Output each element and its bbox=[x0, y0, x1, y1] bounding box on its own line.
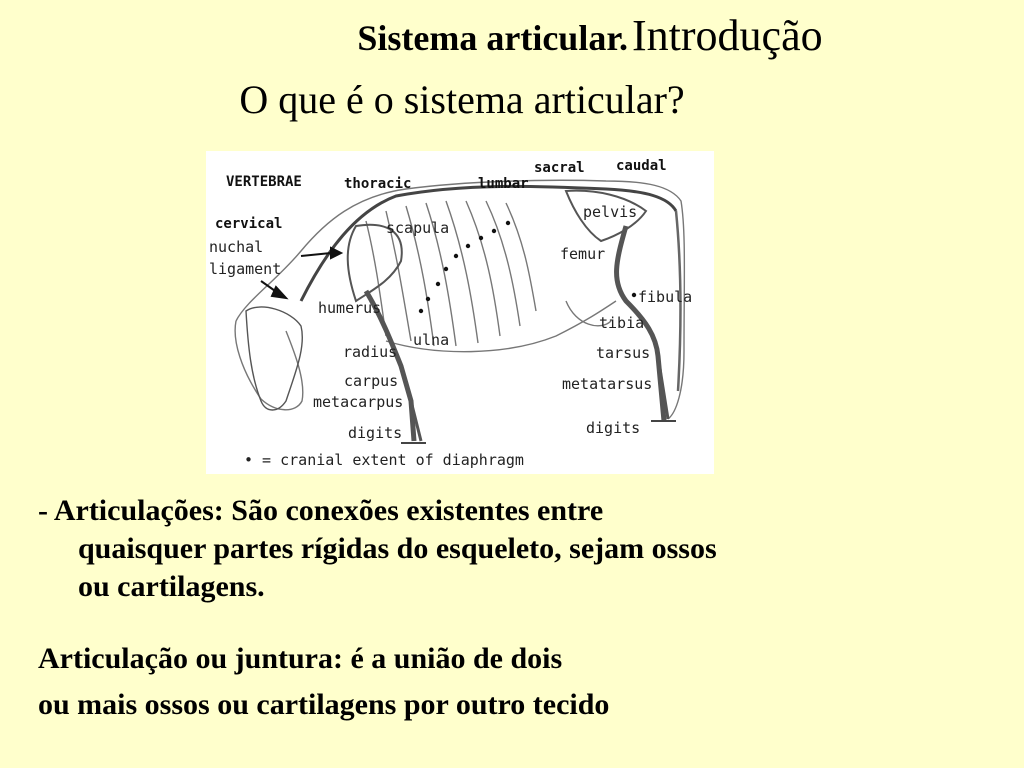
label-cervical: cervical bbox=[215, 216, 283, 232]
slide-subtitle: O que é o sistema articular? bbox=[239, 77, 685, 122]
label-lumbar: lumbar bbox=[478, 176, 529, 192]
label-vertebrae: VERTEBRAE bbox=[226, 174, 302, 190]
label-metatarsus: metatarsus bbox=[562, 375, 653, 393]
label-carpus: carpus bbox=[344, 372, 399, 390]
label-digits-front: digits bbox=[348, 424, 403, 442]
label-metacarpus: metacarpus bbox=[313, 393, 404, 411]
label-ligament: ligament bbox=[209, 260, 282, 278]
label-digits-hind: digits bbox=[586, 419, 641, 437]
label-thoracic: thoracic bbox=[344, 176, 412, 192]
definition-line-2: ou mais ossos ou cartilagens por outro tecido bbox=[38, 688, 610, 721]
cow-skeleton-figure bbox=[206, 151, 714, 474]
label-femur: femur bbox=[560, 245, 606, 263]
p1-line3: ou cartilagens. bbox=[78, 570, 265, 603]
p1-line2: quaisquer partes rígidas do esqueleto, sejam ossos bbox=[78, 532, 717, 565]
title-period: . bbox=[619, 18, 629, 58]
cow-skeleton-illustration bbox=[206, 151, 714, 474]
label-ulna: ulna bbox=[413, 331, 450, 349]
label-pelvis: pelvis bbox=[583, 203, 638, 221]
label-tarsus: tarsus bbox=[596, 344, 651, 362]
label-fibula: fibula bbox=[638, 288, 693, 306]
definition-articulacoes bbox=[38, 492, 998, 606]
label-radius: radius bbox=[343, 343, 398, 361]
label-tibia: tibia bbox=[599, 314, 645, 332]
label-humerus: humerus bbox=[318, 299, 382, 317]
label-caudal: caudal bbox=[616, 158, 667, 174]
p1-line1: - Articulações: São conexões existentes entre bbox=[38, 494, 604, 527]
title-regular: Introdução bbox=[632, 11, 823, 60]
slide-title bbox=[0, 11, 1024, 60]
label-nuchal: nuchal bbox=[209, 238, 264, 256]
label-scapula: scapula bbox=[386, 219, 450, 237]
label-legend: • = cranial extent of diaphragm bbox=[244, 451, 524, 469]
label-sacral: sacral bbox=[534, 160, 585, 176]
definition-line-1: Articulação ou juntura: é a união de dois bbox=[38, 642, 563, 675]
title-bold: Sistema articular bbox=[357, 18, 620, 58]
